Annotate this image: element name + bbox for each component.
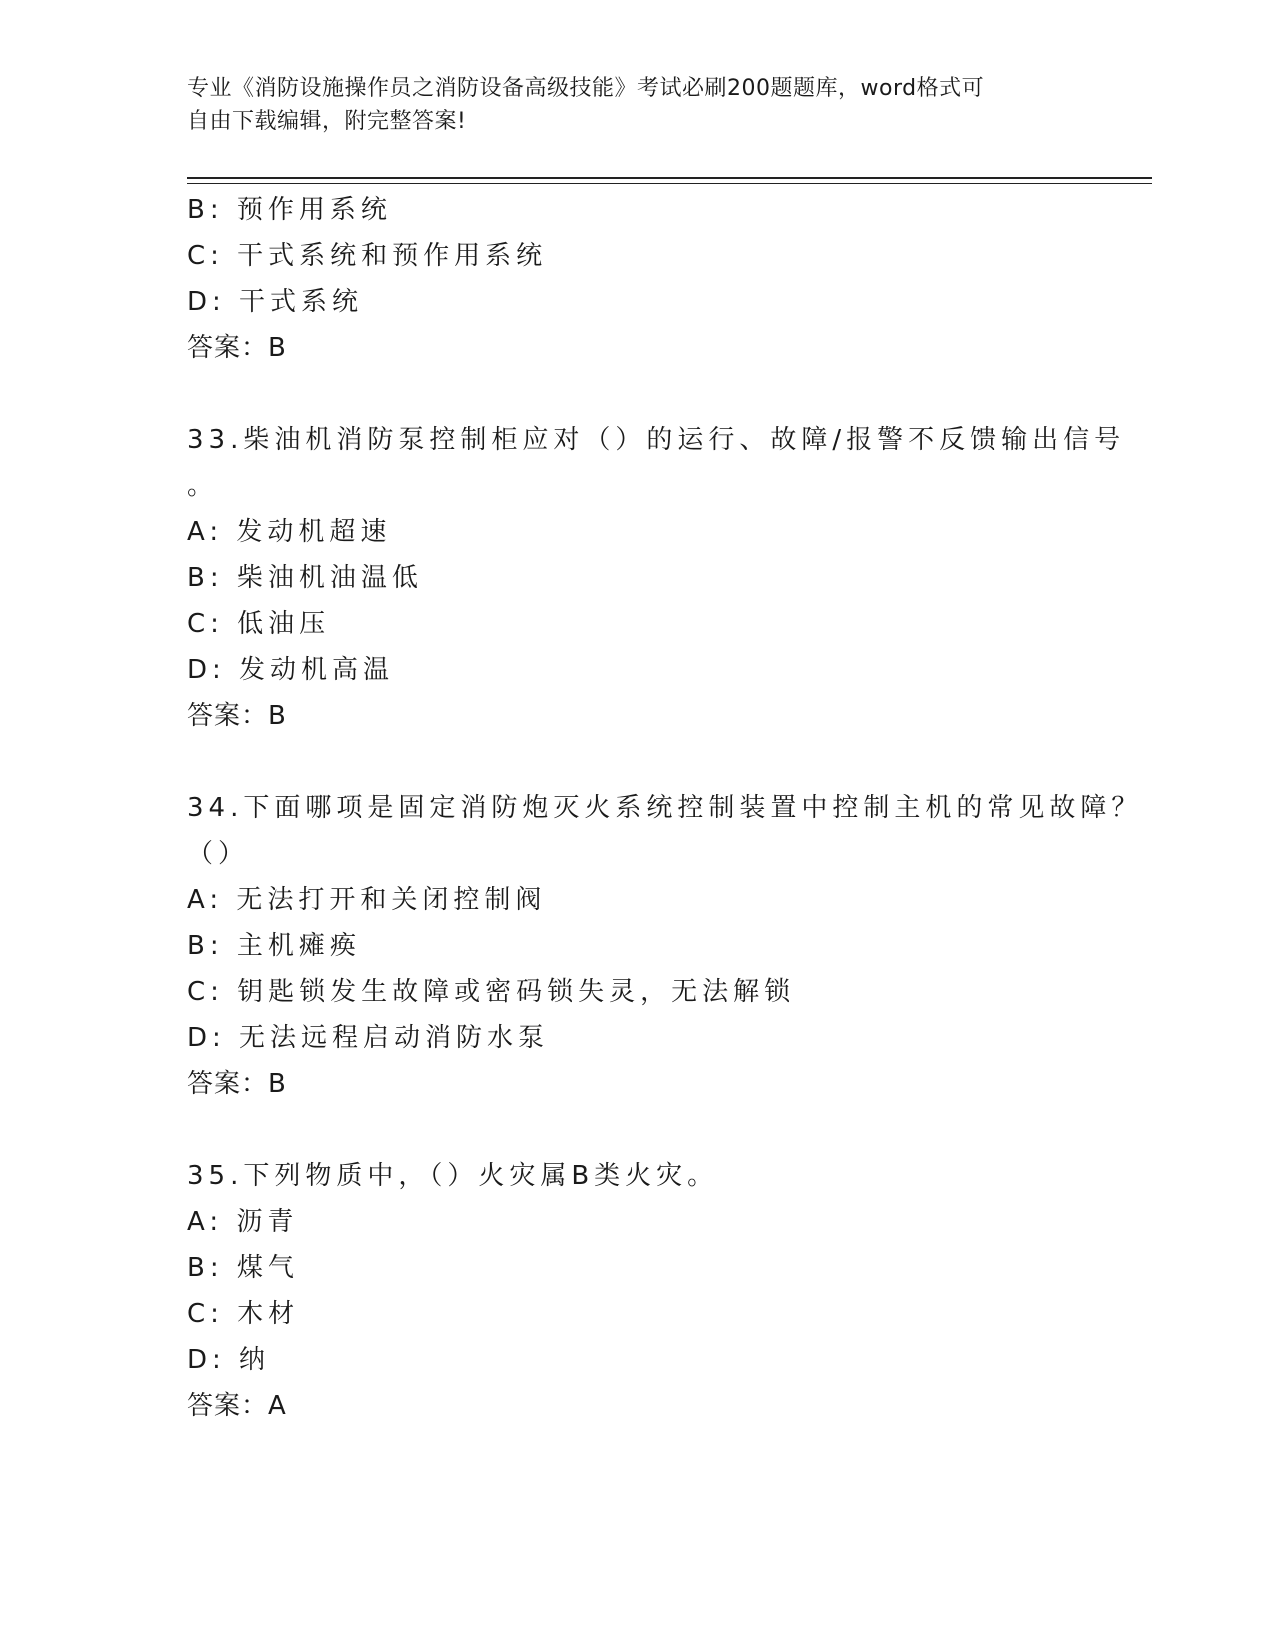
answer-label: 答案：B [187, 701, 287, 731]
question-text: 35.下列物质中，（）火灾属B类火灾。 [187, 1161, 719, 1191]
option-d: D: 无法远程启动消防水泵 [187, 1023, 550, 1053]
option-c: C: 钥匙锁发生故障或密码锁失灵，无法解锁 [187, 977, 796, 1007]
question-33 [187, 417, 1126, 739]
option-a: A: 无法打开和关闭控制阀 [187, 885, 547, 915]
header-divider-thick [187, 177, 1152, 179]
question-35 [187, 1153, 1087, 1429]
option-b: B: 预作用系统 [187, 195, 392, 225]
answer-label: 答案：B [187, 1069, 287, 1099]
option-b: B: 煤气 [187, 1253, 299, 1283]
question-list [187, 187, 1143, 1429]
option-c: C: 低油压 [187, 609, 331, 639]
option-c: C: 木材 [187, 1299, 300, 1329]
question-32-tail [187, 187, 1087, 371]
option-a: A: 发动机超速 [187, 517, 392, 547]
question-text: 33.柴油机消防泵控制柜应对（）的运行、故障/报警不反馈输出信号 [187, 425, 1126, 455]
option-d: D: 纳 [187, 1345, 271, 1375]
answer-label: 答案：B [187, 333, 287, 363]
option-d: D: 发动机高温 [187, 655, 395, 685]
option-d: D: 干式系统 [187, 287, 364, 317]
option-b: B: 柴油机油温低 [187, 563, 423, 593]
header-line-2: 自由下载编辑，附完整答案! [187, 109, 467, 134]
question-text-continued: （） [187, 839, 250, 869]
question-34 [187, 785, 1143, 1107]
option-b: B: 主机瘫痪 [187, 931, 361, 961]
answer-label: 答案：A [187, 1391, 287, 1421]
header-line-1: 专业《消防设施操作员之消防设备高级技能》考试必刷200题题库，word格式可 [187, 76, 985, 101]
header-divider-thin [187, 183, 1152, 184]
document-header [187, 72, 1067, 138]
question-text-continued: 。 [187, 471, 219, 501]
question-text: 34.下面哪项是固定消防炮灭火系统控制装置中控制主机的常见故障？ [187, 793, 1143, 823]
option-c: C: 干式系统和预作用系统 [187, 241, 548, 271]
option-a: A: 沥青 [187, 1207, 299, 1237]
